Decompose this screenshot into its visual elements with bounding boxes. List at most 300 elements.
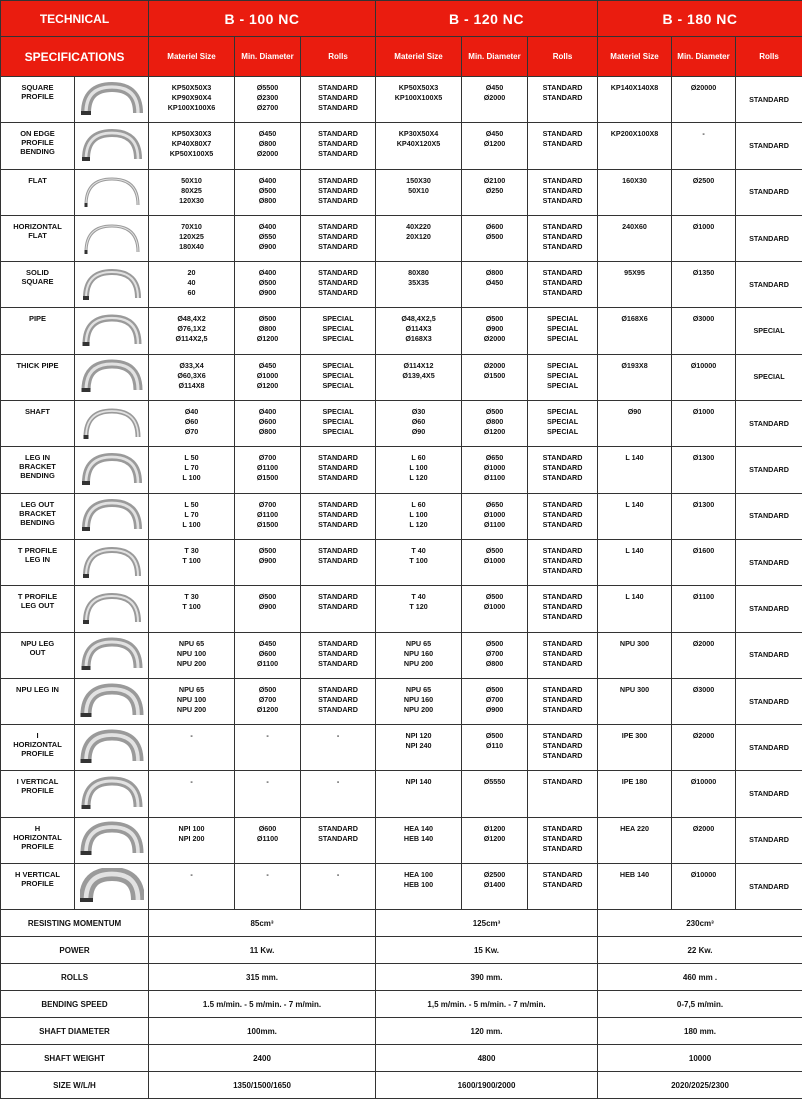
spec-value: 15 Kw.	[376, 937, 598, 964]
header-technical: TECHNICAL	[1, 1, 149, 37]
rolls-cell-line: STANDARD	[542, 777, 583, 787]
min-diameter-cell-line: Ø700	[485, 694, 504, 704]
min-diameter-cell	[235, 586, 301, 632]
min-diameter-cell-line: Ø20000	[690, 83, 717, 92]
profile-name	[1, 817, 75, 863]
materiel-size-cell	[376, 77, 462, 123]
min-diameter-cell-line: Ø1200	[483, 139, 506, 149]
materiel-size-cell	[598, 354, 672, 400]
materiel-size-cell-line: Ø168X3	[405, 334, 432, 344]
min-diameter-cell-line: -	[702, 129, 705, 139]
min-diameter-cell-line: Ø2100	[483, 175, 506, 185]
rolls-cell-line: STANDARD	[318, 545, 358, 555]
rolls-cell-line: STANDARD	[318, 195, 358, 205]
min-diameter-cell-line: Ø1300	[692, 453, 715, 463]
rolls-cell-line: SPECIAL	[322, 380, 354, 390]
min-diameter-cell-line: Ø600	[258, 823, 277, 833]
rolls-cell-line: STANDARD	[542, 241, 583, 251]
model-b180-header: B - 180 NC	[598, 1, 802, 37]
rolls-header: Rolls	[528, 37, 598, 77]
min-diameter-cell-line: Ø1200	[256, 380, 279, 390]
materiel-size-cell	[598, 169, 672, 215]
min-diameter-cell-line: Ø900	[258, 288, 277, 298]
materiel-size-cell-line: 120X30	[179, 195, 204, 205]
profile-name-line: HORIZONTAL	[13, 832, 62, 842]
min-diameter-cell-line: Ø450	[485, 278, 504, 288]
profile-image	[75, 123, 149, 169]
rolls-cell-line: STANDARD	[318, 694, 358, 704]
rolls-cell-line: STANDARD	[542, 185, 583, 195]
rolls-cell	[528, 539, 598, 585]
rolls-cell-line: STANDARD	[542, 83, 583, 92]
rolls-cell-line: STANDARD	[542, 545, 583, 555]
min-diameter-cell-line: Ø900	[485, 704, 504, 714]
spec-value: 180 mm.	[598, 1018, 802, 1045]
rolls-cell-line: STANDARD	[318, 453, 358, 463]
rolls-cell	[301, 771, 376, 817]
horizontal-flat-icon	[80, 220, 144, 258]
min-diameter-cell	[672, 632, 736, 678]
materiel-size-cell-line: T 100	[182, 602, 201, 612]
rolls-cell	[736, 632, 802, 678]
profile-name	[1, 632, 75, 678]
table-row	[1, 586, 802, 632]
materiel-size-cell-line: HEA 100	[404, 870, 433, 880]
profile-name-line: HORIZONTAL	[13, 740, 62, 750]
min-diameter-cell-line: Ø500	[258, 545, 277, 555]
spec-label: ROLLS	[1, 964, 149, 991]
rolls-cell-line: STANDARD	[542, 268, 583, 278]
rolls-cell-line: STANDARD	[542, 694, 583, 704]
rolls-cell-line: STANDARD	[542, 612, 583, 622]
materiel-size-cell-line: NPU 65	[178, 684, 205, 694]
materiel-size-cell-line: NPU 100	[176, 694, 207, 704]
rolls-cell-line: SPECIAL	[322, 427, 354, 437]
rolls-cell	[736, 401, 802, 447]
rolls-cell	[301, 215, 376, 261]
materiel-size-cell-line: 240X60	[622, 221, 647, 231]
rolls-cell	[301, 678, 376, 724]
profile-name-line: BRACKET	[19, 462, 56, 472]
rolls-cell	[736, 539, 802, 585]
materiel-size-cell-line: L 120	[409, 519, 428, 529]
min-diameter-cell-line: Ø5550	[483, 777, 506, 787]
rolls-cell	[301, 123, 376, 169]
spec-value: 2020/2025/2300	[598, 1072, 802, 1099]
rolls-header: Rolls	[301, 37, 376, 77]
min-diameter-cell	[672, 77, 736, 123]
min-diameter-cell	[462, 354, 528, 400]
profile-name-line: NPU LEG IN	[16, 684, 59, 694]
i-horizontal-profile-icon	[80, 729, 144, 767]
materiel-size-cell-line: Ø48,4X2,5	[401, 314, 436, 324]
materiel-size-cell-line: 180X40	[179, 241, 204, 251]
spec-value: 1350/1500/1650	[149, 1072, 376, 1099]
materiel-size-cell-line: L 140	[625, 499, 644, 509]
rolls-cell-line: STANDARD	[318, 129, 358, 139]
min-diameter-cell-line: -	[266, 870, 269, 880]
min-diameter-cell-line: Ø650	[485, 499, 504, 509]
min-diameter-cell	[235, 447, 301, 493]
profile-name	[1, 308, 75, 354]
rolls-cell-line: SPECIAL	[546, 380, 579, 390]
spec-label: SIZE W/L/H	[1, 1072, 149, 1099]
materiel-size-cell	[149, 725, 235, 771]
profile-image	[75, 169, 149, 215]
rolls-cell	[528, 817, 598, 863]
rolls-cell	[736, 493, 802, 539]
profile-name	[1, 447, 75, 493]
rolls-cell-line: STANDARD	[318, 463, 358, 473]
rolls-cell-line: SPECIAL	[322, 407, 354, 417]
table-row	[1, 771, 802, 817]
profile-image	[75, 262, 149, 308]
min-diameter-cell-line: Ø900	[485, 324, 504, 334]
rolls-cell-line: STANDARD	[542, 823, 583, 833]
pipe-icon	[80, 312, 144, 350]
min-diameter-cell	[235, 771, 301, 817]
rolls-cell	[301, 169, 376, 215]
materiel-size-cell	[149, 401, 235, 447]
min-diameter-cell-line: Ø1100	[256, 509, 279, 519]
rolls-cell-line: STANDARD	[318, 103, 358, 112]
materiel-size-cell	[598, 401, 672, 447]
min-diameter-cell-line: Ø900	[258, 241, 277, 251]
min-diameter-cell-line: Ø1100	[483, 473, 506, 483]
min-diameter-cell	[462, 262, 528, 308]
rolls-cell	[736, 354, 802, 400]
min-diameter-cell	[462, 817, 528, 863]
materiel-size-cell-line: KP200X100X8	[610, 129, 659, 139]
rolls-cell-line: -	[336, 777, 340, 787]
profile-name	[1, 539, 75, 585]
min-diameter-cell-line: Ø2300	[256, 93, 279, 102]
rolls-cell-line: SPECIAL	[546, 407, 579, 417]
min-diameter-cell	[235, 354, 301, 400]
rolls-cell-line: STANDARD	[749, 742, 789, 752]
profile-name	[1, 586, 75, 632]
spec-row	[1, 910, 802, 937]
rolls-cell	[301, 493, 376, 539]
profile-name-line: T PROFILE	[17, 545, 58, 555]
min-diameter-cell-line: Ø400	[258, 221, 277, 231]
profile-image	[75, 586, 149, 632]
materiel-size-cell-line: NPU 160	[403, 648, 434, 658]
materiel-size-cell	[149, 169, 235, 215]
materiel-size-cell-line: T 40	[411, 545, 426, 555]
min-diameter-cell-line: Ø500	[258, 684, 277, 694]
min-diameter-cell-line: Ø450	[485, 129, 504, 139]
profile-name-line: BRACKET	[19, 508, 56, 518]
min-diameter-cell-line: Ø450	[258, 638, 277, 648]
rolls-cell-line: STANDARD	[318, 185, 358, 195]
min-diameter-cell	[462, 771, 528, 817]
min-diameter-cell	[235, 215, 301, 261]
min-diameter-cell	[235, 262, 301, 308]
rolls-cell-line: STANDARD	[318, 83, 358, 92]
materiel-size-cell-line: NPU 200	[403, 704, 434, 714]
rolls-cell-line: STANDARD	[749, 696, 789, 706]
rolls-cell-line: STANDARD	[542, 499, 583, 509]
min-diameter-cell-line: Ø450	[258, 360, 277, 370]
materiel-size-cell-line: Ø114X8	[178, 380, 205, 390]
table-row	[1, 308, 802, 354]
min-diameter-cell	[672, 539, 736, 585]
materiel-size-cell	[376, 123, 462, 169]
materiel-size-cell	[598, 632, 672, 678]
materiel-size-cell-line: Ø60	[184, 417, 199, 427]
min-diameter-cell-line: Ø1500	[256, 519, 279, 529]
rolls-cell	[528, 308, 598, 354]
materiel-size-cell	[598, 725, 672, 771]
profile-name-line: BENDING	[20, 471, 55, 481]
materiel-size-cell	[149, 771, 235, 817]
profile-name-line: I	[36, 731, 39, 741]
min-diameter-cell-line: Ø1500	[483, 370, 506, 380]
spec-row	[1, 991, 802, 1018]
min-diameter-cell	[462, 632, 528, 678]
rolls-cell	[736, 771, 802, 817]
min-diameter-cell	[235, 725, 301, 771]
rolls-cell-line: STANDARD	[318, 658, 358, 668]
profile-name-line: T PROFILE	[17, 592, 58, 602]
rolls-cell	[528, 725, 598, 771]
rolls-cell	[528, 493, 598, 539]
materiel-size-cell-line: KP140X140X8	[610, 83, 659, 92]
min-diameter-cell-line: Ø1000	[692, 407, 715, 417]
min-diameter-cell	[235, 308, 301, 354]
min-diameter-cell-line: Ø700	[485, 648, 504, 658]
flat-bar-icon	[80, 173, 144, 211]
rolls-cell-line: STANDARD	[318, 473, 358, 483]
table-row	[1, 678, 802, 724]
rolls-cell-line: STANDARD	[318, 509, 358, 519]
profile-name-line: PROFILE	[21, 786, 54, 796]
materiel-size-cell-line: -	[190, 777, 193, 787]
materiel-size-cell-line: 160X30	[622, 175, 647, 185]
materiel-size-cell-line: Ø114X12	[403, 360, 434, 370]
materiel-size-cell	[598, 817, 672, 863]
table-row	[1, 123, 802, 169]
min-diameter-cell-line: Ø3000	[692, 314, 715, 324]
spec-value: 125cm³	[376, 910, 598, 937]
min-diameter-cell	[672, 493, 736, 539]
profile-image	[75, 539, 149, 585]
npu-leg-out-icon	[80, 636, 144, 674]
rolls-cell-line: STANDARD	[542, 509, 583, 519]
min-diameter-cell-line: Ø600	[258, 648, 277, 658]
rolls-cell-line: STANDARD	[542, 731, 583, 741]
min-diameter-cell-line: Ø1200	[483, 823, 506, 833]
min-diameter-cell-line: -	[266, 731, 269, 741]
min-diameter-cell	[672, 678, 736, 724]
table-row	[1, 539, 802, 585]
profile-name-line: FLAT	[28, 230, 47, 240]
min-diameter-cell-line: Ø500	[258, 185, 277, 195]
min-diameter-cell-line: Ø500	[485, 684, 504, 694]
model-b120-header: B - 120 NC	[376, 1, 598, 37]
table-row	[1, 632, 802, 678]
profile-image	[75, 308, 149, 354]
profile-image	[75, 771, 149, 817]
rolls-cell-line: STANDARD	[542, 278, 583, 288]
h-vertical-profile-icon	[80, 868, 144, 906]
materiel-size-cell-line: 80X25	[181, 185, 202, 195]
materiel-size-cell	[149, 678, 235, 724]
min-diameter-cell-line: Ø400	[258, 175, 277, 185]
min-diameter-cell-line: Ø1200	[483, 427, 506, 437]
min-diameter-cell-line: Ø500	[485, 407, 504, 417]
min-diameter-cell	[235, 77, 301, 123]
materiel-size-cell-line: NPU 300	[619, 684, 650, 694]
materiel-size-cell	[149, 77, 235, 123]
rolls-cell	[301, 447, 376, 493]
rolls-cell-line: STANDARD	[542, 453, 583, 463]
spec-value: 390 mm.	[376, 964, 598, 991]
profile-name	[1, 401, 75, 447]
materiel-size-cell	[376, 215, 462, 261]
profile-image	[75, 678, 149, 724]
rolls-cell-line: -	[336, 870, 340, 880]
rolls-cell-line: STANDARD	[542, 658, 583, 668]
materiel-size-cell-line: L 120	[409, 473, 428, 483]
materiel-size-cell-line: 20	[187, 268, 196, 278]
materiel-size-cell-line: Ø114X3	[405, 324, 432, 334]
materiel-size-cell-line: IPE 180	[621, 777, 648, 787]
materiel-size-cell	[598, 771, 672, 817]
rolls-cell-line: SPECIAL	[753, 326, 785, 336]
header-specifications: SPECIFICATIONS	[1, 37, 149, 77]
rolls-cell-line: STANDARD	[318, 93, 358, 102]
min-diameter-cell-line: Ø1100	[256, 833, 279, 843]
thick-pipe-icon	[80, 358, 144, 396]
materiel-size-cell-line: 120X25	[179, 231, 204, 241]
rolls-cell-line: SPECIAL	[322, 370, 354, 380]
rolls-cell-line: SPECIAL	[546, 314, 579, 324]
materiel-size-cell-line: NPU 65	[405, 684, 432, 694]
materiel-size-cell	[149, 262, 235, 308]
materiel-size-cell	[376, 817, 462, 863]
min-diameter-cell	[672, 864, 736, 910]
rolls-cell-line: SPECIAL	[753, 372, 785, 382]
table-row	[1, 817, 802, 863]
table-row	[1, 169, 802, 215]
min-diameter-cell-line: Ø110	[485, 741, 504, 751]
min-diameter-cell	[235, 632, 301, 678]
min-diameter-cell-line: Ø1000	[483, 555, 506, 565]
profile-name-line: OUT	[29, 647, 46, 657]
leg-out-bracket-icon	[80, 497, 144, 535]
spec-value: 230cm³	[598, 910, 802, 937]
materiel-size-cell-line: T 100	[409, 555, 428, 565]
materiel-size-cell-line: NPU 200	[403, 658, 434, 668]
materiel-size-cell-line: HEA 220	[620, 823, 649, 833]
profile-image	[75, 632, 149, 678]
min-diameter-cell-line: Ø1000	[483, 509, 506, 519]
min-diameter-cell-line: Ø1100	[256, 463, 279, 473]
rolls-cell	[528, 77, 598, 123]
min-diameter-cell-line: Ø500	[485, 231, 504, 241]
min-diameter-cell	[672, 308, 736, 354]
min-diameter-cell-line: Ø250	[485, 185, 504, 195]
profile-image	[75, 354, 149, 400]
min-diameter-cell-line: Ø900	[258, 602, 277, 612]
min-diameter-cell	[462, 77, 528, 123]
materiel-size-cell-line: NPU 200	[176, 658, 207, 668]
min-diameter-cell	[672, 817, 736, 863]
spec-value: 4800	[376, 1045, 598, 1072]
profile-name-line: LEG OUT	[20, 499, 55, 509]
profile-name-line: PIPE	[28, 314, 47, 324]
materiel-size-cell-line: L 50	[184, 499, 199, 509]
rolls-cell-line: STANDARD	[542, 880, 583, 890]
rolls-cell-line: STANDARD	[542, 684, 583, 694]
spec-value: 120 mm.	[376, 1018, 598, 1045]
min-diameter-cell	[672, 725, 736, 771]
materiel-size-cell	[598, 77, 672, 123]
rolls-cell-line: STANDARD	[542, 741, 583, 751]
spec-value: 22 Kw.	[598, 937, 802, 964]
materiel-size-cell-line: 50X10	[181, 175, 202, 185]
materiel-size-cell-line: NPI 240	[405, 741, 432, 751]
materiel-size-cell	[598, 586, 672, 632]
rolls-cell	[301, 308, 376, 354]
rolls-cell-line: STANDARD	[749, 511, 789, 521]
rolls-cell-line: STANDARD	[542, 843, 583, 853]
materiel-size-cell-line: KP30X50X4	[398, 129, 439, 139]
materiel-size-cell	[598, 678, 672, 724]
materiel-size-cell-line: KP40X80X7	[171, 139, 212, 149]
min-diameter-cell-line: Ø1100	[256, 658, 279, 668]
materiel-size-cell-line: 50X10	[408, 185, 429, 195]
rolls-cell-line: SPECIAL	[322, 334, 354, 344]
spec-row	[1, 964, 802, 991]
table-row	[1, 354, 802, 400]
rolls-cell-line: STANDARD	[542, 288, 583, 298]
materiel-size-cell-line: NPU 65	[405, 638, 432, 648]
materiel-size-cell-line: HEA 140	[404, 823, 433, 833]
rolls-cell	[528, 447, 598, 493]
min-diameter-cell-line: Ø800	[258, 427, 277, 437]
profile-image	[75, 493, 149, 539]
materiel-size-cell	[376, 771, 462, 817]
min-diameter-cell	[672, 215, 736, 261]
materiel-size-cell-line: 40	[187, 278, 196, 288]
materiel-size-cell	[376, 725, 462, 771]
materiel-size-cell-line: Ø76,1X2	[177, 324, 206, 334]
materiel-size-cell-line: NPI 100	[178, 823, 205, 833]
rolls-cell-line: STANDARD	[542, 93, 583, 102]
rolls-cell-line: STANDARD	[318, 823, 358, 833]
rolls-cell-line: SPECIAL	[322, 360, 354, 370]
materiel-size-cell-line: 35X35	[408, 278, 429, 288]
min-diameter-cell-line: Ø450	[485, 83, 504, 92]
rolls-cell-line: STANDARD	[542, 231, 583, 241]
min-diameter-cell-line: Ø1100	[483, 519, 506, 529]
min-diameter-cell-line: Ø10000	[690, 777, 717, 787]
materiel-size-cell	[376, 308, 462, 354]
rolls-cell	[528, 678, 598, 724]
materiel-size-cell	[598, 447, 672, 493]
materiel-size-cell	[149, 354, 235, 400]
min-diameter-cell-line: Ø700	[258, 694, 277, 704]
rolls-cell-line: STANDARD	[542, 638, 583, 648]
profile-name-line: SQUARE	[21, 83, 54, 92]
min-diameter-cell-line: Ø800	[485, 658, 504, 668]
min-diameter-cell	[235, 493, 301, 539]
materiel-size-cell-line: T 30	[184, 592, 199, 602]
rolls-cell-line: STANDARD	[542, 602, 583, 612]
